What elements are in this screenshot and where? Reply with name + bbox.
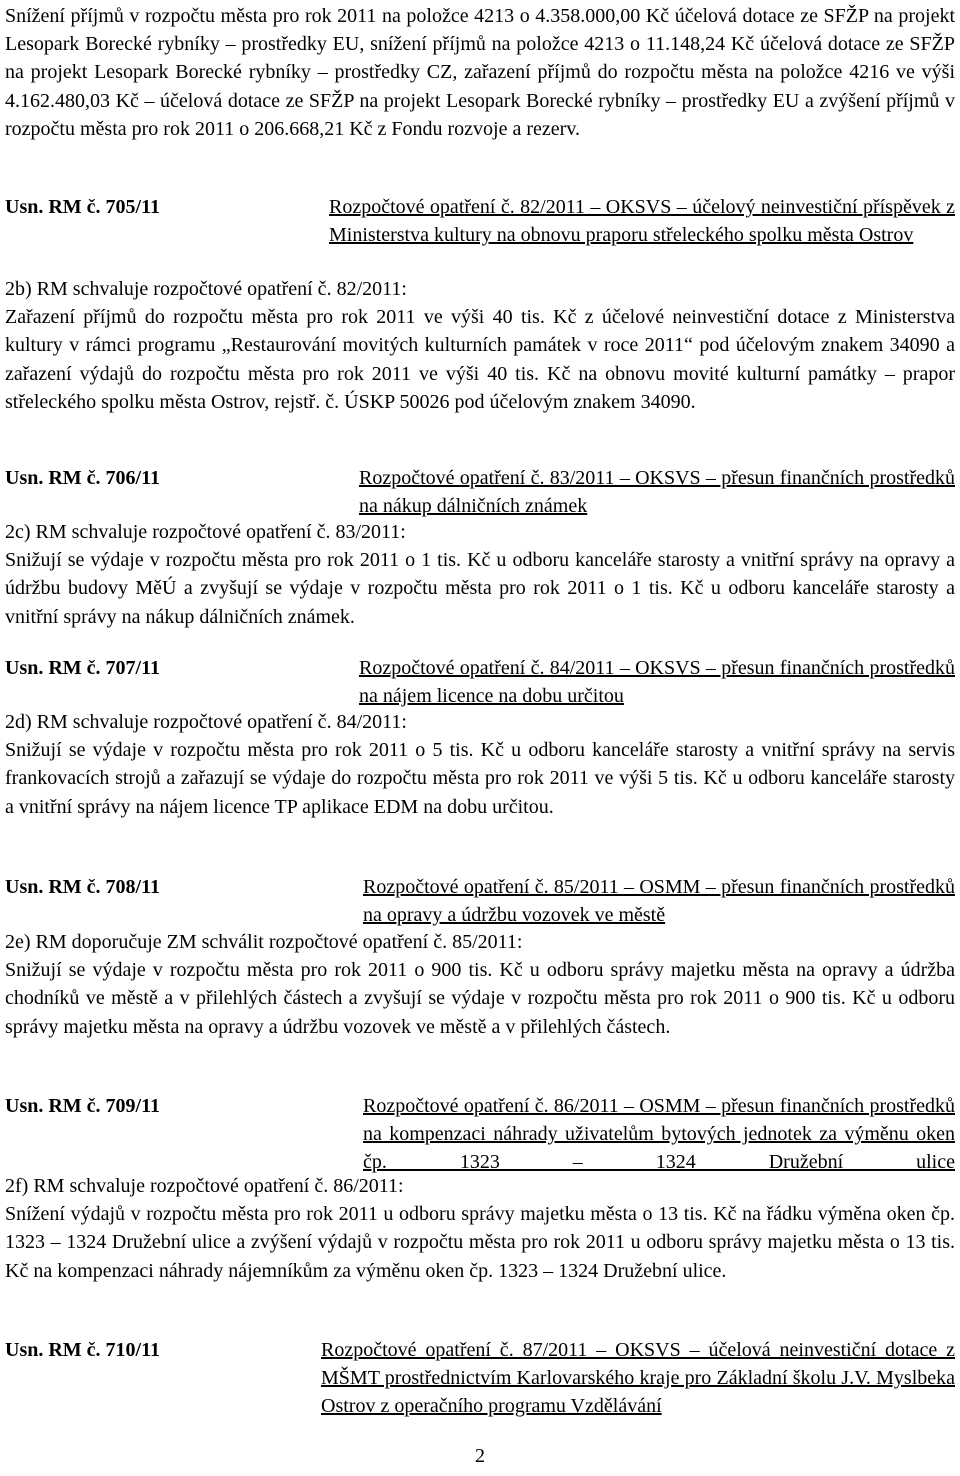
resolution-number: Usn. RM č. 705/11 — [5, 196, 160, 218]
resolution-706-body — [5, 518, 955, 631]
resolution-approval: 2b) RM schvaluje rozpočtové opatření č. 82/2011: — [5, 278, 407, 300]
resolution-number: Usn. RM č. 709/11 — [5, 1095, 160, 1117]
resolution-approval: 2f) RM schvaluje rozpočtové opatření č. 86/2011: — [5, 1175, 404, 1197]
resolution-709-body — [5, 1172, 955, 1285]
resolution-number: Usn. RM č. 708/11 — [5, 876, 160, 898]
resolution-title: Rozpočtové opatření č. 87/2011 – OKSVS – účelová neinvestiční dotace z MŠMT prostřednictvím Karlovarského kraje pro Základní školu J.V. Myslbeka Ostrov z operačního programu Vzdělávání — [321, 1339, 955, 1418]
resolution-title: Rozpočtové opatření č. 84/2011 – OKSVS – přesun finančních prostředků na nájem licence na dobu určitou — [359, 657, 955, 708]
resolution-title: Rozpočtové opatření č. 83/2011 – OKSVS – přesun finančních prostředků na nákup dálničních známek — [359, 467, 955, 518]
resolution-text: Snižují se výdaje v rozpočtu města pro rok 2011 o 1 tis. Kč u odboru kanceláře starosty a vnitřní správy na opravy a údržbu budovy MěÚ a zvyšují se výdaje v rozpočtu města pro rok 2011 o 1 tis. Kč u odboru kanceláře starosty a vnitřní správy na nákup dálničních známek. — [5, 549, 955, 628]
resolution-text: Snížení výdajů v rozpočtu města pro rok 2011 u odboru správy majetku města o 13 tis. Kč na řádku výměna oken čp. 1323 – 1324 Družební ulice a zvýšení výdajů v rozpočtu města pro rok 2011 u odboru správy majetku města o 13 tis. Kč na kompenzaci náhrady nájemníkům za výměnu oken čp. 1323 – 1324 Družební ulice. — [5, 1203, 955, 1282]
resolution-approval: 2c) RM schvaluje rozpočtové opatření č. 83/2011: — [5, 521, 406, 543]
resolution-705-body — [5, 275, 955, 416]
resolution-title: Rozpočtové opatření č. 82/2011 – OKSVS – účelový neinvestiční příspěvek z Ministerstva kultury na obnovu praporu střeleckého spolku města Ostrov — [329, 196, 955, 247]
resolution-number: Usn. RM č. 707/11 — [5, 657, 160, 679]
intro-paragraph: Snížení příjmů v rozpočtu města pro rok 2011 na položce 4213 o 4.358.000,00 Kč účelová dotace ze SFŽP na projekt Lesopark Borecké rybníky – prostředky EU, snížení příjmů na položce 4213 o 11.148,24 Kč účelová dotace ze SFŽP na projekt Lesopark Borecké rybníky – prostředky CZ, zařazení příjmů do rozpočtu města na položce 4216 ve výši 4.162.480,03 Kč – účelová dotace ze SFŽP na projekt Lesopark Borecké rybníky – prostředky EU a zvýšení příjmů v rozpočtu města pro rok 2011 o 206.668,21 Kč z Fondu rozvoje a rezerv. — [5, 5, 955, 140]
resolution-text: Snižují se výdaje v rozpočtu města pro rok 2011 o 900 tis. Kč u odboru správy majetku města na opravy a údržba chodníků ve městě a v přilehlých částech a zvyšují se výdaje v rozpočtu města pro rok 2011 o 900 tis. Kč u odboru správy majetku města na opravy a údržbu vozovek ve městě a v přilehlých částech. — [5, 959, 955, 1038]
resolution-708-body — [5, 928, 955, 1041]
resolution-title: Rozpočtové opatření č. 85/2011 – OSMM – přesun finančních prostředků na opravy a údržbu vozovek ve městě — [363, 876, 955, 927]
resolution-text: Zařazení příjmů do rozpočtu města pro rok 2011 ve výši 40 tis. Kč z účelové neinvestiční dotace z Ministerstva kultury v rámci programu „Restaurování movitých kulturních památek v roce 2011“ pod účelovým znakem 34090 a zařazení výdajů do rozpočtu města pro rok 2011 ve výši 40 tis. Kč na obnovu movité kulturní památky – prapor střeleckého spolku města Ostrov, rejstř. č. ÚSKP 50026 pod účelovým znakem 34090. — [5, 306, 955, 413]
resolution-text: Snižují se výdaje v rozpočtu města pro rok 2011 o 5 tis. Kč u odboru kanceláře starosty a vnitřní správy na servis frankovacích strojů a zařazují se výdaje do rozpočtu města pro rok 2011 ve výši 5 tis. Kč u odboru kanceláře starosty a vnitřní správy na nájem licence TP aplikace EDM na dobu určitou. — [5, 739, 955, 818]
resolution-707-body — [5, 708, 955, 821]
page-number: 2 — [475, 1445, 485, 1467]
resolution-number: Usn. RM č. 710/11 — [5, 1339, 160, 1361]
resolution-number: Usn. RM č. 706/11 — [5, 467, 160, 489]
resolution-approval: 2e) RM doporučuje ZM schválit rozpočtové opatření č. 85/2011: — [5, 931, 523, 953]
resolution-title: Rozpočtové opatření č. 86/2011 – OSMM – přesun finančních prostředků na kompenzaci náhrady uživatelům bytových jednotek za výměnu oken čp. 1323 – 1324 Družební ulice — [363, 1095, 955, 1174]
resolution-approval: 2d) RM schvaluje rozpočtové opatření č. 84/2011: — [5, 711, 407, 733]
